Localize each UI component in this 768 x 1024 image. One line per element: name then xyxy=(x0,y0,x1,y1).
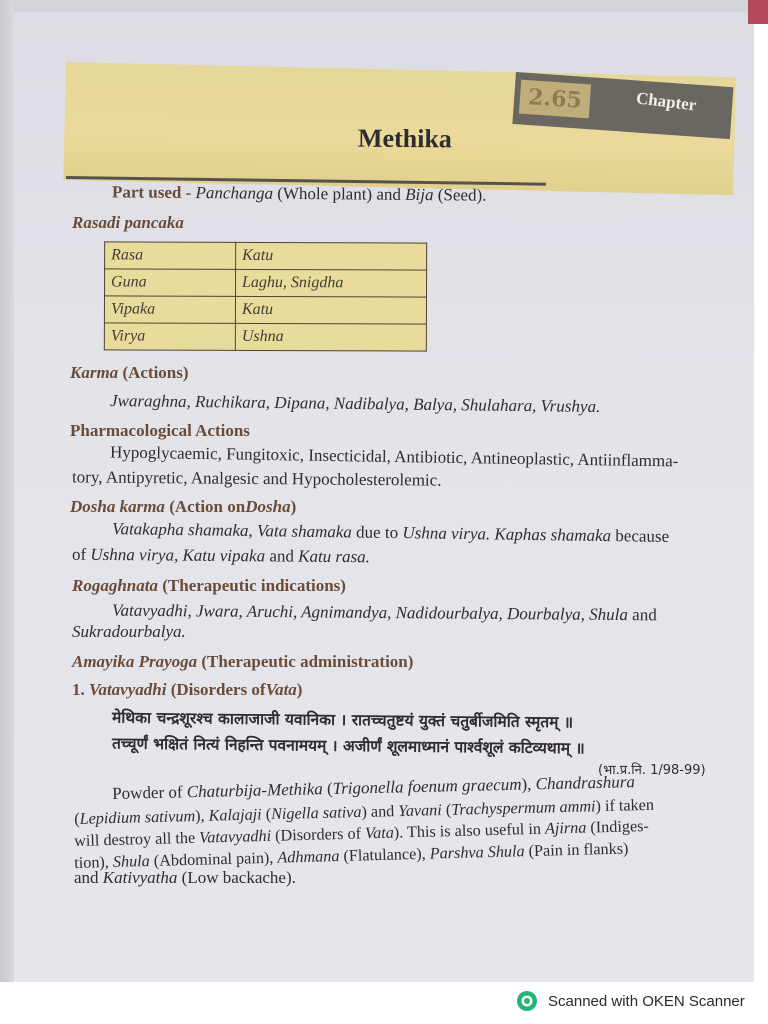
table-cell: Laghu, Snigdha xyxy=(236,269,427,297)
karma-text: Jwaraghna, Ruchikara, Dipana, Nadibalya, Balya, Shulahara, Vrushya. xyxy=(109,391,601,416)
text-span: (Indiges- xyxy=(590,816,650,837)
text-span: (Pain in flanks) xyxy=(528,839,629,861)
text-span: of xyxy=(71,544,87,564)
text-span: ). This is also useful in xyxy=(393,819,542,842)
term: Ushna virya. Kaphas shamaka xyxy=(402,523,612,546)
text-span: (Low backache). xyxy=(181,868,296,887)
term: Chaturbija-Methika xyxy=(186,779,323,802)
term: Trachyspermum ammi xyxy=(450,797,596,819)
shloka-line-1: मेथिका चन्द्रशूरश्च कालाजाजी यवानिका । रातच्चतुष्टयं युक्तं चतुर्बीजमिति स्मृतम् ॥ xyxy=(111,708,574,732)
table-row xyxy=(104,296,426,324)
part-used-label: Part used - xyxy=(111,182,192,203)
term: Nigella sativa xyxy=(270,802,362,824)
text-span: ) and xyxy=(361,802,395,821)
rasadi-table xyxy=(104,241,427,351)
term: Parshva Shula xyxy=(429,842,525,863)
term: Ushna virya, Katu vipaka xyxy=(90,544,266,566)
part-used-line xyxy=(112,182,487,205)
vatavyadhi-heading xyxy=(72,680,302,700)
roga-heading xyxy=(72,576,346,596)
karma-heading xyxy=(70,363,189,383)
rasadi-heading: Rasadi pancaka xyxy=(72,213,184,232)
page-title: Methika xyxy=(357,123,453,154)
text-span: (Disorders of xyxy=(274,824,362,845)
table-cell: Katu xyxy=(236,242,427,270)
text-span: will destroy all the xyxy=(74,828,196,850)
heading-rest: (Actions) xyxy=(122,363,189,382)
term: Ajirna xyxy=(544,818,587,838)
text-span: and xyxy=(74,868,99,887)
text-span: ( xyxy=(445,800,452,819)
term: Kativyatha xyxy=(102,868,178,887)
page-top-edge xyxy=(14,0,754,12)
table-cell: Guna xyxy=(105,269,236,296)
term: Vatavyadhi xyxy=(198,826,272,847)
part-used-note: (Seed). xyxy=(437,185,487,205)
pharma-heading: Pharmacological Actions xyxy=(70,421,250,440)
table-cell: Katu xyxy=(235,296,426,324)
heading-rest: (Disorders of xyxy=(170,680,266,699)
text-span: ( xyxy=(265,805,272,824)
part-used-value: Bija xyxy=(405,184,434,205)
heading-term: Karma xyxy=(70,363,119,382)
heading-term: Rogaghnata xyxy=(72,576,158,595)
term: Chandrashura xyxy=(535,772,636,794)
heading-rest: (Therapeutic administration) xyxy=(201,652,414,671)
scanner-watermark xyxy=(516,990,745,1012)
table-cell: Virya xyxy=(104,323,235,350)
amayika-heading xyxy=(72,652,413,672)
term: Vata xyxy=(364,823,395,843)
heading-number: 1. xyxy=(72,680,85,699)
heading-term: Vatavyadhi xyxy=(89,680,167,699)
text-span: and xyxy=(269,546,295,566)
powder-line-5 xyxy=(74,868,296,888)
text-span: ( xyxy=(74,809,80,828)
table-row xyxy=(105,269,427,297)
part-used-value: Panchanga xyxy=(195,183,274,203)
text-span: due to xyxy=(356,522,399,543)
term: Trigonella foenum graecum xyxy=(332,774,522,798)
heading-term: Amayika Prayoga xyxy=(72,652,198,671)
term: Kalajaji xyxy=(208,805,262,825)
chapter-label: Chapter xyxy=(635,88,698,115)
heading-rest: ) xyxy=(296,680,303,699)
heading-rest: (Therapeutic indications) xyxy=(162,576,346,595)
heading-term: Dosha karma xyxy=(70,497,165,516)
term: Vatakapha shamaka, Vata shamaka xyxy=(111,519,353,542)
text-span: (Abdominal pain), xyxy=(153,848,274,870)
term: Shula xyxy=(112,852,150,871)
heading-term: Vata xyxy=(265,680,297,699)
heading-term: Dosha xyxy=(245,497,291,516)
table-row xyxy=(105,242,427,270)
heading-rest: (Action on xyxy=(169,497,246,516)
term: Adhmana xyxy=(277,847,340,867)
text-span: tion), xyxy=(74,853,110,872)
text-span: (Flatulance), xyxy=(343,844,426,865)
pharma-line-1: Hypoglycaemic, Fungitoxic, Insecticidal, Antibiotic, Antineoplastic, Antiinflamma- xyxy=(109,442,679,471)
term: Katu rasa. xyxy=(298,546,371,567)
text-span: ) if taken xyxy=(595,795,655,816)
text-span: ( xyxy=(326,778,333,799)
page-edge xyxy=(0,0,14,982)
book-cover-corner xyxy=(748,0,768,24)
oken-scanner-logo-icon xyxy=(516,990,538,1012)
heading-rest: ) xyxy=(290,497,297,516)
text-span: Powder of xyxy=(112,782,183,803)
scanner-text: Scanned with OKEN Scanner xyxy=(548,992,745,1010)
term: Yavani xyxy=(398,801,443,821)
table-cell: Vipaka xyxy=(104,296,235,323)
roga-line-2: Sukradourbalya. xyxy=(72,622,186,641)
part-used-note: (Whole plant) and xyxy=(277,183,402,204)
table-cell: Rasa xyxy=(105,242,236,269)
text-span: ), xyxy=(521,774,532,794)
shloka-line-2: तच्चूर्णं भक्षितं नित्यं निहन्ति पवनामयम् । अजीर्णं शूलमाध्मानं पार्श्वशूलं कटिव्यथाम् ॥ xyxy=(111,734,585,758)
chapter-number: 2.65 xyxy=(519,80,591,119)
dosha-heading xyxy=(70,497,296,517)
dosha-line-2 xyxy=(72,545,370,568)
pharma-line-2: tory, Antipyretic, Analgesic and Hypocholesterolemic. xyxy=(71,467,442,490)
text-span: because xyxy=(615,526,670,546)
term: Lepidium sativum xyxy=(79,807,196,828)
table-cell: Ushna xyxy=(235,323,426,351)
text-span: and xyxy=(632,605,657,625)
shloka-reference: (भा.प्र.नि. 1/98-99) xyxy=(598,763,706,778)
table-row xyxy=(104,323,426,351)
text-span: ), xyxy=(194,806,205,826)
term: Vatavyadhi, Jwara, Aruchi, Agnimandya, Nadidourbalya, Dourbalya, Shula xyxy=(111,600,629,625)
